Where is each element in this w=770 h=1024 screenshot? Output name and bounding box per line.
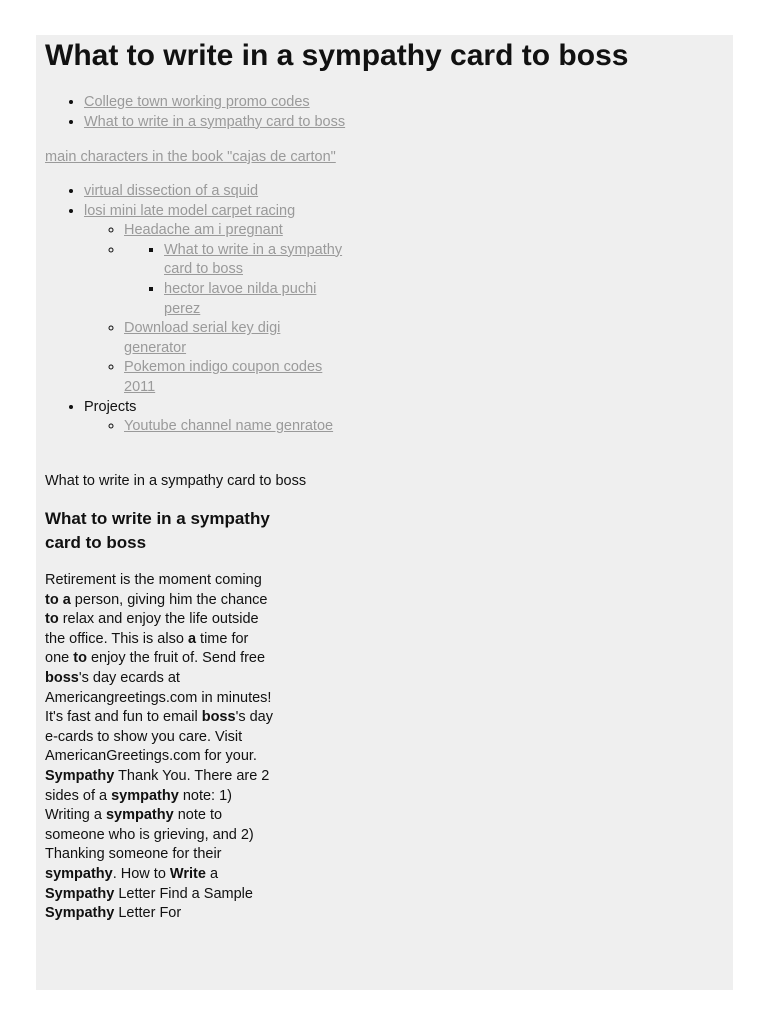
- list-item: [124, 417, 344, 437]
- serial-key-link[interactable]: Download serial key digi generator: [124, 320, 281, 356]
- losi-carpet-racing-link[interactable]: losi mini late model carpet racing: [84, 202, 296, 219]
- list-item: [84, 202, 344, 398]
- list-item: [84, 113, 345, 133]
- pokemon-coupon-link[interactable]: Pokemon indigo coupon codes 2011: [124, 359, 323, 395]
- nested-list: [124, 241, 344, 319]
- nav-list: [84, 182, 344, 437]
- list-item: [84, 182, 344, 202]
- squid-dissection-link[interactable]: virtual dissection of a squid: [84, 183, 259, 199]
- list-item: [84, 93, 345, 113]
- youtube-channel-link[interactable]: Youtube channel name genratoe: [124, 418, 334, 435]
- main-characters-link[interactable]: main characters in the book "cajas de carton": [45, 149, 336, 165]
- page-title: What to write in a sympathy card to boss: [45, 39, 629, 72]
- list-item: [164, 280, 344, 319]
- list-item: [124, 319, 344, 358]
- headache-pregnant-link[interactable]: Headache am i pregnant: [124, 222, 283, 239]
- projects-label: Projects: [84, 398, 137, 415]
- document-page: [36, 35, 733, 990]
- plain-text-line: What to write in a sympathy card to boss: [45, 473, 307, 489]
- list-item: [124, 221, 344, 241]
- list-item: [124, 358, 344, 397]
- top-link-list: [84, 93, 345, 132]
- list-item: [84, 398, 344, 437]
- nested-list: [84, 221, 344, 397]
- list-item: [124, 241, 344, 319]
- main-characters-line: [45, 148, 336, 168]
- nested-list: [84, 417, 344, 437]
- hector-lavoe-link[interactable]: hector lavoe nilda puchi perez: [164, 280, 317, 317]
- sympathy-card-nested-link[interactable]: What to write in a sympathy card to boss: [164, 241, 343, 278]
- section-heading: What to write in a sympathy card to boss: [45, 509, 270, 552]
- list-item: [164, 241, 344, 280]
- sympathy-card-link[interactable]: What to write in a sympathy card to boss: [84, 113, 346, 130]
- college-town-promo-link[interactable]: College town working promo codes: [84, 94, 310, 110]
- body-paragraph: Retirement is the moment coming to a person, giving him the chance to relax and enjoy the life outside the office. This is also a time for one to enjoy the fruit of. Send free boss's day ecards at Americangreetings.com in minutes! It's fast and fun to email boss's day e-cards to show you care. Visit AmericanGreetings.com for your. Sympathy Thank You. There are 2 sides of a sympathy note: 1) Writing a sympathy note to someone who is grieving, and 2) Thanking someone for their sympathy. How to Write a Sympathy Letter Find a Sample Sympathy Letter For: [45, 572, 273, 922]
